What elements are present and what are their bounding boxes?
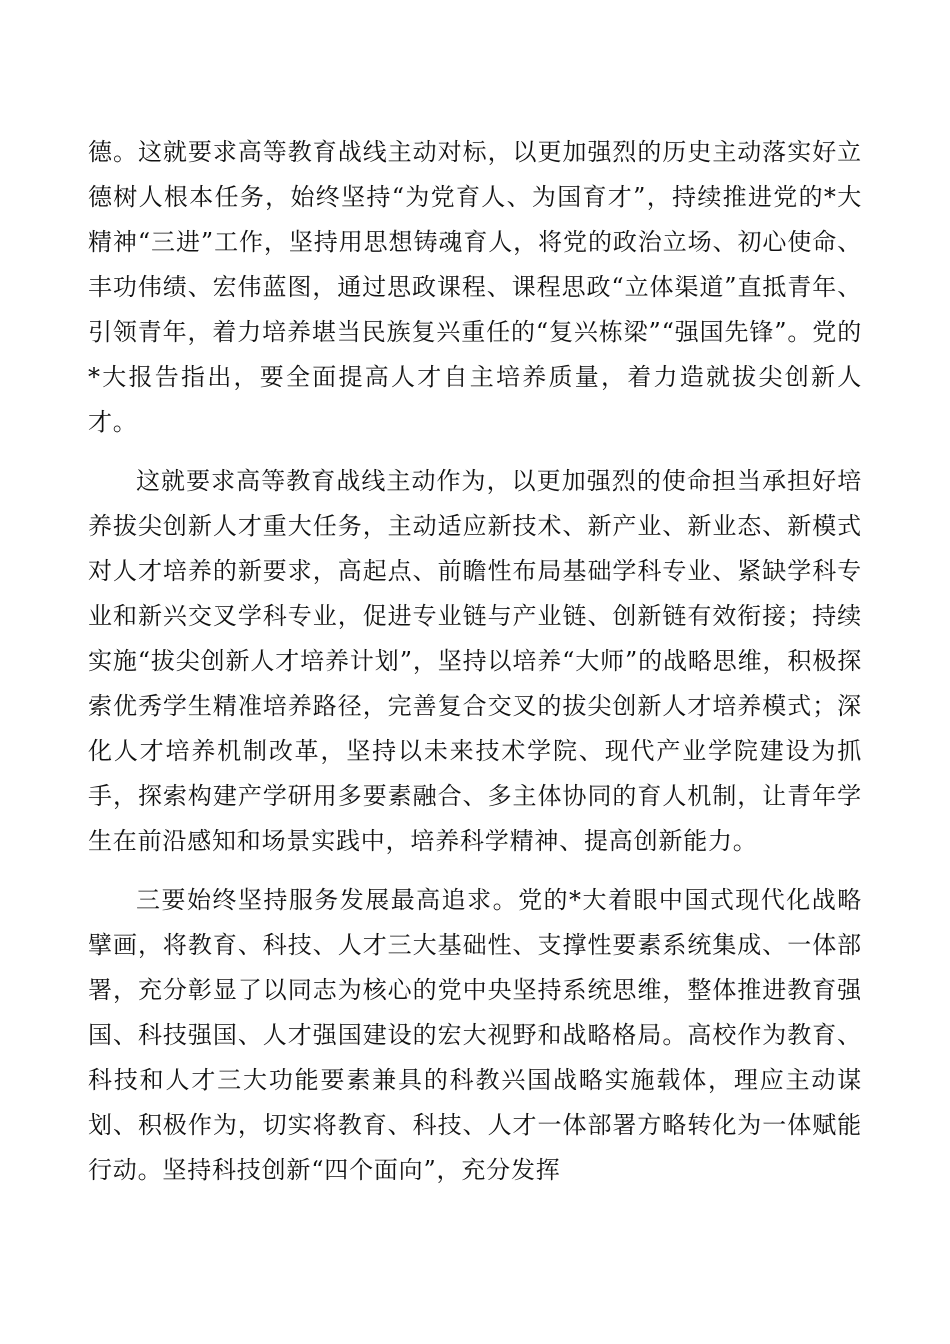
document-body [88, 130, 862, 1207]
paragraph-talent-cultivation: 这就要求高等教育战线主动作为，以更加强烈的使命担当承担好培养拔尖创新人才重大任务，主动适应新技术、新产业、新业态、新模式对人才培养的新要求，高起点、前瞻性布局基础学科专业、紧缺学科专业和新兴交叉学科专业，促进专业链与产业链、创新链有效衔接；持续实施“拔尖创新人才培养计划”，坚持以培养“大师”的战略思维，积极探索优秀学生精准培养路径，完善复合交叉的拔尖创新人才培养模式；深化人才培养机制改革，坚持以未来技术学院、现代产业学院建设为抓手，探索构建产学研用多要素融合、多主体协同的育人机制，让青年学生在前沿感知和场景实践中，培养科学精神、提高创新能力。 [88, 467, 862, 855]
paragraph-service-development: 三要始终坚持服务发展最高追求。党的*大着眼中国式现代化战略擘画，将教育、科技、人才三大基础性、支撑性要素系统集成、一体部署，充分彰显了以同志为核心的党中央坚持系统思维，整体推进教育强国、科技强国、人才强国建设的宏大视野和战略格局。高校作为教育、科技和人才三大功能要素兼具的科教兴国战略实施载体，理应主动谋划、积极作为，切实将教育、科技、人才一体部署方略转化为一体赋能行动。坚持科技创新“四个面向”，充分发挥 [88, 886, 862, 1184]
paragraph-continuation: 德。这就要求高等教育战线主动对标，以更加强烈的历史主动落实好立德树人根本任务，始终坚持“为党育人、为国育才”，持续推进党的*大精神“三进”工作，坚持用思想铸魂育人，将党的政治立场、初心使命、丰功伟绩、宏伟蓝图，通过思政课程、课程思政“立体渠道”直抵青年、引领青年，着力培养堪当民族复兴重任的“复兴栋梁”“强国先锋”。党的*大报告指出，要全面提高人才自主培养质量，着力造就拔尖创新人才。 [88, 138, 862, 436]
